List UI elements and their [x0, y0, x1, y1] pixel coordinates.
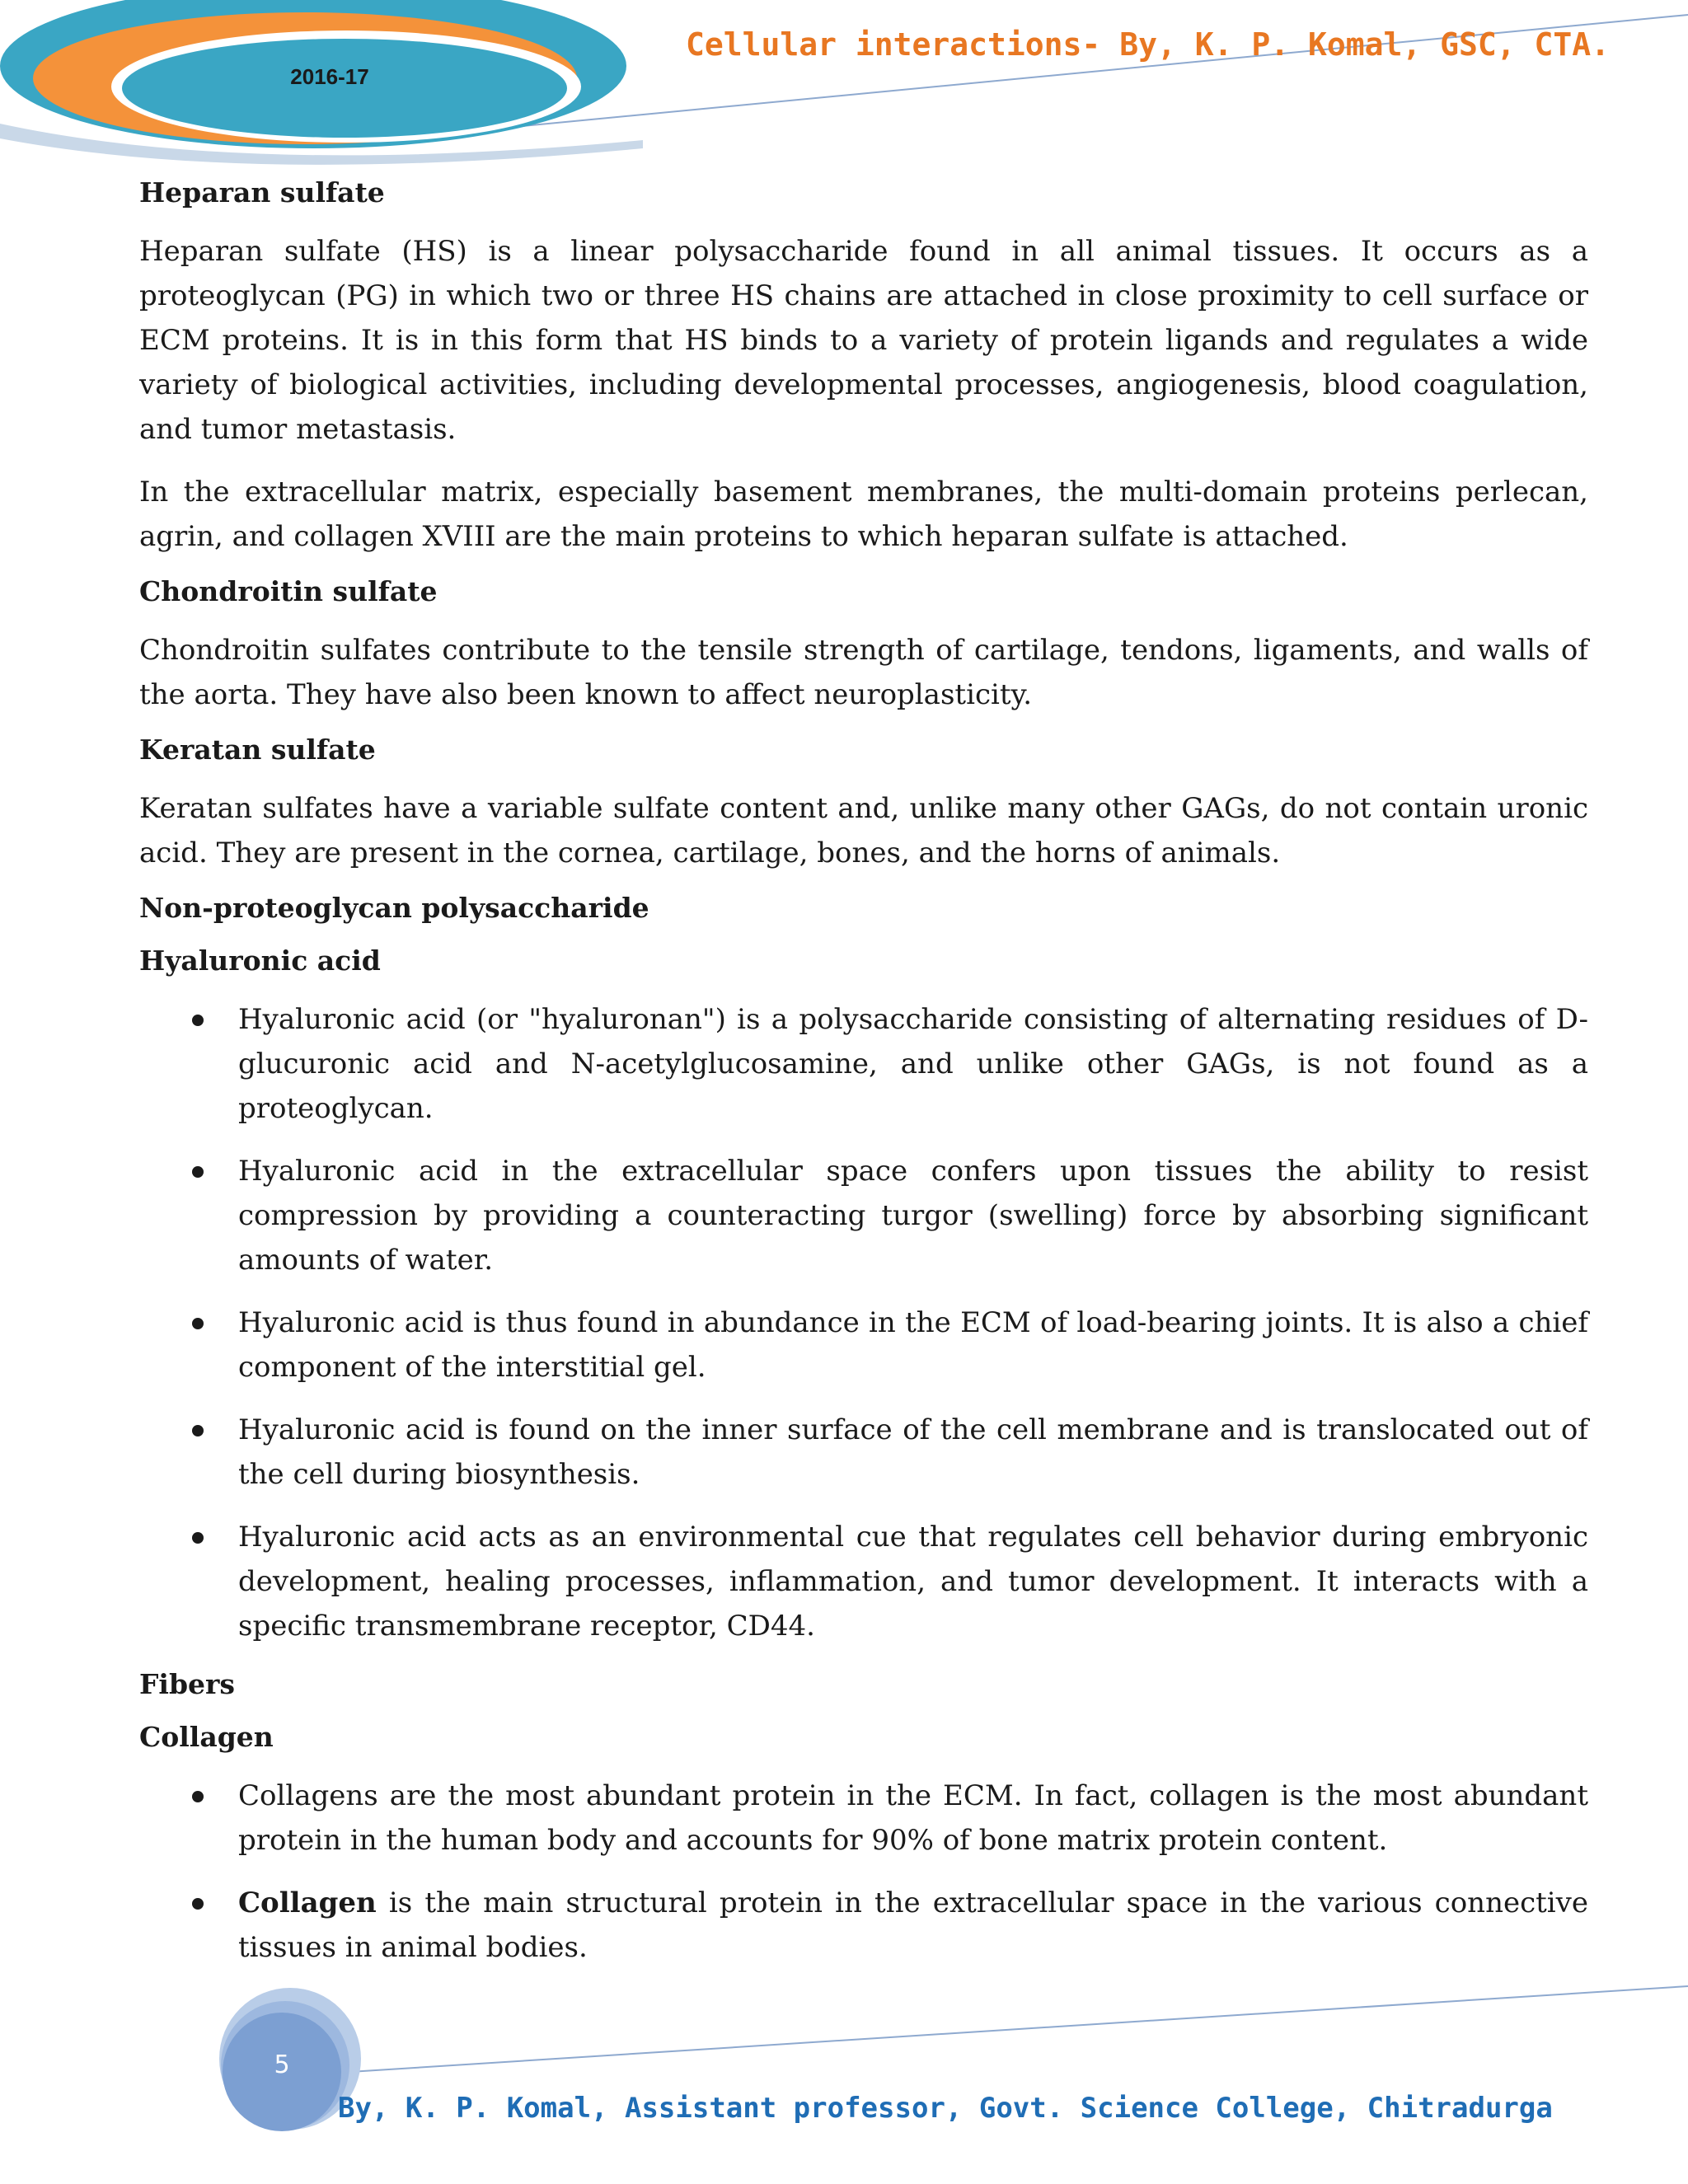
page-content: [139, 175, 1588, 1988]
section-heading-fibers: Fibers: [139, 1668, 235, 1700]
list-item: [139, 1774, 1588, 1863]
section-heading-chondroitin-sulfate: Chondroitin sulfate: [139, 575, 438, 607]
list-item-text: Hyaluronic acid (or "hyaluronan") is a polysaccharide consisting of alternating residues of D-glucuronic acid and N-acetylglucosamine, and unlike other GAGs, is not found as a proteoglycan.: [238, 1003, 1588, 1125]
list-item-text: Collagens are the most abundant protein in the ECM. In fact, collagen is the most abundant protein in the human body and accounts for 90% of bone matrix protein content.: [238, 1779, 1588, 1857]
list-item: [139, 1149, 1588, 1282]
section-heading-non-proteoglycan: Non-proteoglycan polysaccharide: [139, 892, 649, 924]
bullet-icon: [192, 1898, 204, 1910]
bullet-icon: [192, 1166, 204, 1178]
paragraph-chondroitin: Chondroitin sulfates contribute to the tensile strength of cartilage, tendons, ligaments, and walls of the aorta. They have also been known to affect neuroplasticity.: [139, 634, 1588, 711]
list-item: [139, 1301, 1588, 1390]
paragraph-keratan: Keratan sulfates have a variable sulfate content and, unlike many other GAGs, do not contain uronic acid. They are present in the cornea, cartilage, bones, and the horns of animals.: [139, 792, 1588, 869]
bullet-icon: [192, 1425, 204, 1436]
bullet-icon: [192, 1532, 204, 1544]
paragraph-heparan-1: Heparan sulfate (HS) is a linear polysaccharide found in all animal tissues. It occurs as a proteoglycan (PG) in which two or three HS chains are attached in close proximity to cell surface or ECM proteins. It is in this form that HS binds to a variety of protein ligands and regulates a wide variety of biological activities, including developmental processes, angiogenesis, blood coagulation, and tumor metastasis.: [139, 235, 1588, 446]
footer-graphic: [0, 1961, 1688, 2184]
section-heading-collagen: Collagen: [139, 1721, 274, 1753]
header-title: Cellular interactions- By, K. P. Komal, GSC, CTA.: [686, 26, 1611, 63]
list-item: [139, 1881, 1588, 1970]
collagen-list: [139, 1774, 1588, 1970]
list-item: [139, 997, 1588, 1131]
list-item-text: Hyaluronic acid is found on the inner surface of the cell membrane and is translocated out of the cell during biosynthesis.: [238, 1413, 1588, 1491]
section-heading-keratan-sulfate: Keratan sulfate: [139, 733, 376, 766]
bullet-icon: [192, 1318, 204, 1329]
list-item-bold-term: Collagen: [238, 1886, 377, 1919]
page-number: 5: [274, 2050, 290, 2079]
list-item: [139, 1408, 1588, 1497]
section-heading-heparan-sulfate: Heparan sulfate: [139, 176, 385, 209]
section-heading-hyaluronic-acid: Hyaluronic acid: [139, 944, 381, 977]
hyaluronic-acid-list: [139, 997, 1588, 1648]
list-item-text: Hyaluronic acid acts as an environmental cue that regulates cell behavior during embryonic development, healing processes, inflammation, and tumor development. It interacts with a specific transmembrane receptor, CD44.: [238, 1521, 1588, 1643]
list-item: [139, 1515, 1588, 1648]
header-year: 2016-17: [290, 64, 369, 89]
bullet-icon: [192, 1791, 204, 1802]
list-item-text: Hyaluronic acid in the extracellular space confers upon tissues the ability to resist compression by providing a counteracting turgor (swelling) force by absorbing significant amounts of water.: [238, 1155, 1588, 1277]
paragraph-heparan-2: In the extracellular matrix, especially basement membranes, the multi-domain proteins perlecan, agrin, and collagen XVIII are the main proteins to which heparan sulfate is attached.: [139, 476, 1588, 553]
header-swoosh-graphic: [0, 0, 1688, 165]
footer-rule-line: [247, 1986, 1688, 2079]
bullet-icon: [192, 1015, 204, 1026]
list-item-text: Hyaluronic acid is thus found in abundance in the ECM of load-bearing joints. It is also a chief component of the interstitial gel.: [238, 1306, 1588, 1384]
list-item-text: is the main structural protein in the extracellular space in the various connective tissues in animal bodies.: [238, 1886, 1588, 1964]
footer-author-text: By, K. P. Komal, Assistant professor, Govt. Science College, Chitradurga: [338, 2092, 1553, 2125]
